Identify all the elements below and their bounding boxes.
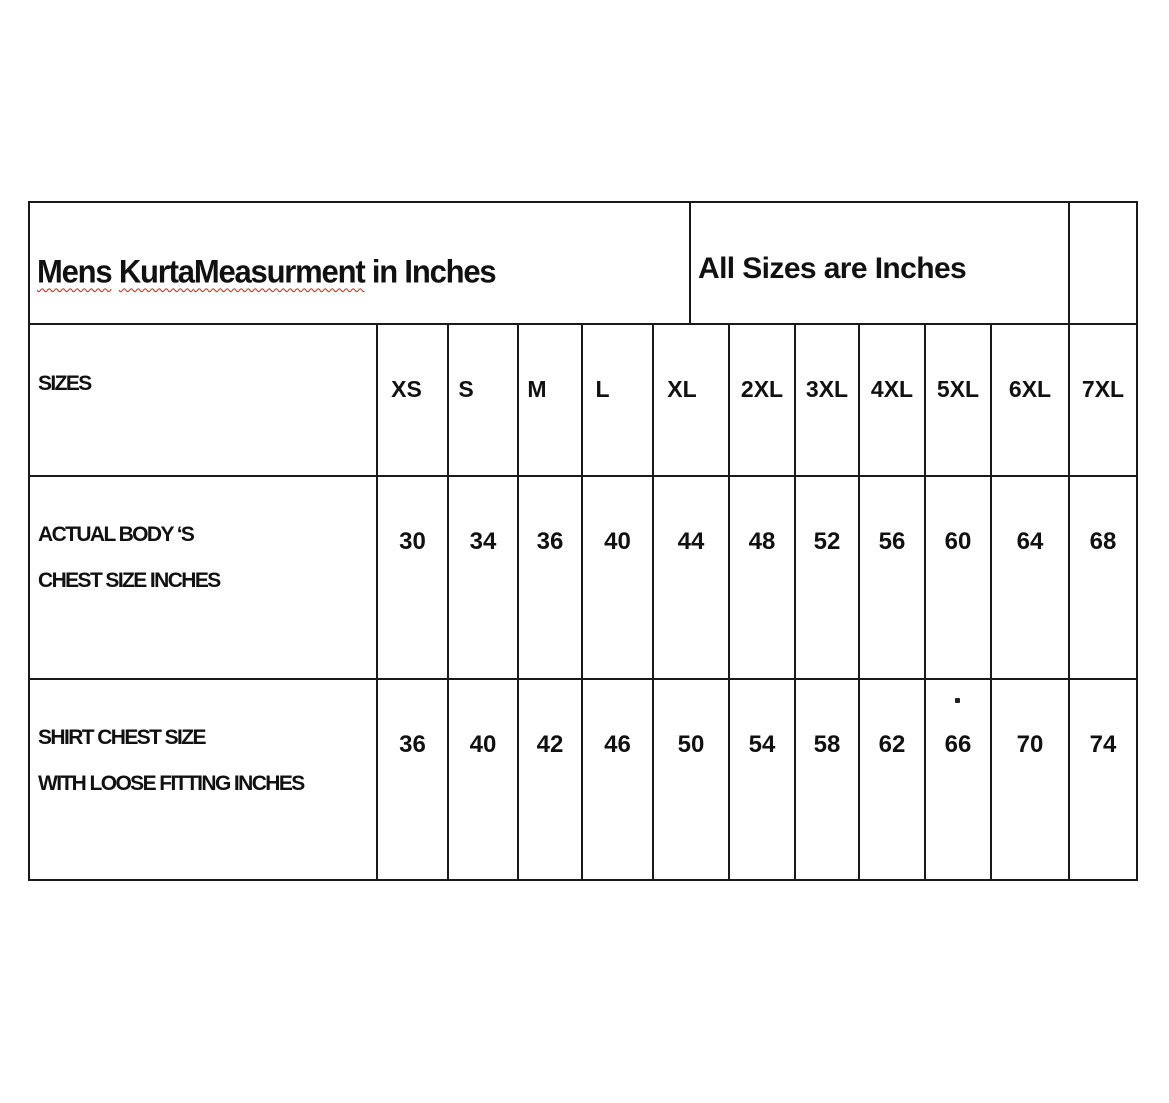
value-cell: 70 [1016, 731, 1044, 758]
value-cell: 62 [878, 731, 906, 758]
column-divider [794, 323, 796, 881]
row-label-line: CHEST SIZE INCHES [38, 569, 220, 592]
value-cell: 36 [536, 528, 564, 555]
title-divider [689, 201, 691, 325]
table-divider [28, 678, 1138, 680]
row-label-line: WITH LOOSE FITTING INCHES [38, 772, 304, 795]
size-header-cell: 4XL [870, 376, 914, 402]
table-border-bottom [28, 879, 1138, 881]
title-word: Mens [37, 253, 112, 290]
value-cell: 68 [1089, 528, 1117, 555]
title-word: Measurment [193, 253, 365, 290]
value-cell: 34 [469, 528, 497, 555]
value-cell: 50 [677, 731, 705, 758]
table-border-left [28, 201, 30, 881]
stray-mark [955, 698, 960, 703]
size-header-cell: XS [391, 376, 422, 402]
value-cell: 44 [677, 528, 705, 555]
value-cell: 60 [944, 528, 972, 555]
size-header-cell: M [527, 376, 547, 402]
value-cell: 64 [1016, 528, 1044, 555]
row-label-line: SHIRT CHEST SIZE [38, 726, 205, 749]
table-border-top [28, 201, 1138, 203]
size-header-cell: 5XL [936, 376, 980, 402]
column-divider [1068, 323, 1070, 881]
row-label-line: ACTUAL BODY ‘S [38, 523, 194, 546]
column-divider [376, 323, 378, 881]
value-cell: 36 [399, 731, 426, 758]
table-border-right [1136, 201, 1138, 881]
title-divider [1068, 201, 1070, 325]
column-divider [652, 323, 654, 881]
size-header-cell: 2XL [740, 376, 784, 402]
units-note: All Sizes are Inches [698, 252, 967, 285]
value-cell: 40 [604, 528, 631, 555]
column-divider [990, 323, 992, 881]
size-header-cell: 6XL [1008, 376, 1052, 402]
column-divider [517, 323, 519, 881]
value-cell: 40 [469, 731, 497, 758]
value-cell: 58 [813, 731, 841, 758]
column-divider [858, 323, 860, 881]
column-divider [728, 323, 730, 881]
value-cell: 48 [748, 528, 776, 555]
column-divider [581, 323, 583, 881]
value-cell: 54 [748, 731, 776, 758]
size-header-cell: XL [667, 376, 697, 402]
column-divider [447, 323, 449, 881]
size-header-cell: 3XL [805, 376, 849, 402]
title-word: Kurta [118, 253, 194, 290]
value-cell: 66 [944, 731, 972, 758]
chart-title [37, 253, 495, 291]
value-cell: 56 [878, 528, 906, 555]
table-divider [28, 475, 1138, 477]
value-cell: 46 [604, 731, 631, 758]
value-cell: 30 [399, 528, 426, 555]
size-header-cell: S [458, 376, 474, 402]
title-word: in Inches [371, 253, 496, 290]
column-divider [924, 323, 926, 881]
value-cell: 42 [536, 731, 564, 758]
size-header-cell: L [595, 376, 610, 402]
size-header-cell: 7XL [1081, 376, 1125, 402]
value-cell: 74 [1089, 731, 1117, 758]
sizes-label: SIZES [38, 372, 91, 395]
table-divider [28, 323, 1138, 325]
value-cell: 52 [813, 528, 841, 555]
